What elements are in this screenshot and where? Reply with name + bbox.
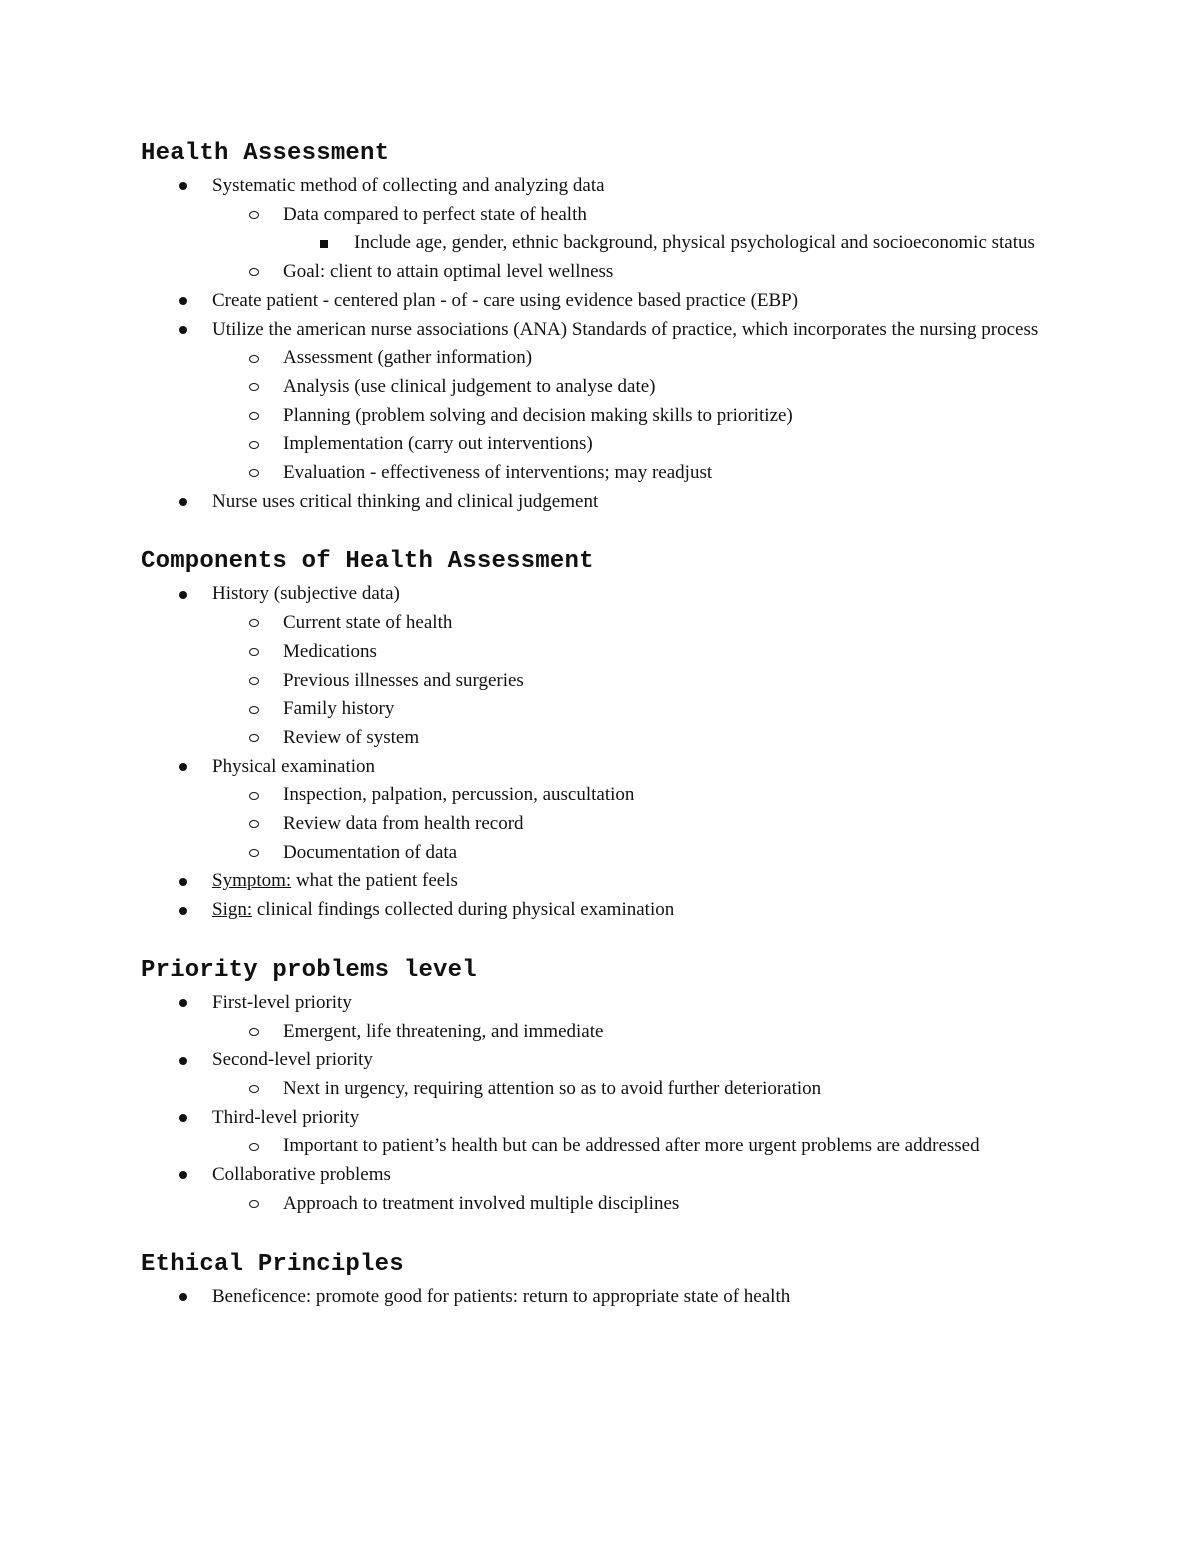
list-item — [141, 258, 1041, 287]
section-heading: Priority problems level — [141, 956, 477, 984]
list-item-text: Important to patient’s health but can be addressed after more urgent problems are addressed — [283, 1135, 980, 1157]
list-item-text: Review of system — [283, 726, 420, 748]
document-page — [141, 136, 1041, 1339]
list-item-text: Current state of health — [283, 612, 453, 634]
list-item-text: Utilize the american nurse associations (ANA) Standards of practice, which incorporates the nursing process — [212, 318, 1039, 340]
list-item-text: Analysis (use clinical judgement to analyse date) — [283, 375, 656, 397]
list-item — [141, 1075, 1041, 1104]
bullet-dot-icon — [179, 989, 187, 1018]
list-item-text: Evaluation - effectiveness of interventions; may readjust — [283, 462, 713, 484]
list-item-text: Review data from health record — [283, 813, 524, 835]
bullet-square-icon — [320, 229, 328, 258]
bullet-circle-icon — [249, 695, 259, 724]
list-item-text: Data compared to perfect state of health — [283, 203, 587, 225]
bullet-dot-icon — [179, 172, 187, 201]
bullet-dot-icon — [179, 287, 187, 316]
list-item-text: Planning (problem solving and decision making skills to prioritize) — [283, 404, 793, 426]
bullet-list — [141, 172, 1041, 516]
list-item — [141, 810, 1041, 839]
bullet-circle-icon — [249, 810, 259, 839]
list-item-text: Family history — [283, 698, 395, 720]
list-item — [141, 229, 1041, 258]
section — [141, 1247, 1041, 1312]
section-heading: Health Assessment — [141, 140, 390, 167]
bullet-dot-icon — [179, 488, 187, 517]
list-item-text: Third-level priority — [212, 1106, 360, 1128]
bullet-list — [141, 580, 1041, 924]
list-item-text: Documentation of data — [283, 841, 458, 863]
bullet-circle-icon — [249, 344, 259, 373]
list-item — [141, 1132, 1041, 1161]
list-item — [141, 867, 1041, 896]
list-item — [141, 1046, 1041, 1075]
list-item — [141, 488, 1041, 517]
list-item — [141, 839, 1041, 868]
list-item — [141, 781, 1041, 810]
list-item — [141, 638, 1041, 667]
bullet-dot-icon — [179, 1283, 187, 1312]
bullet-dot-icon — [179, 316, 187, 345]
bullet-circle-icon — [249, 839, 259, 868]
list-item — [141, 316, 1041, 345]
list-item — [141, 580, 1041, 609]
list-item — [141, 1190, 1041, 1219]
list-item-text: Medications — [283, 640, 377, 662]
bullet-circle-icon — [249, 258, 259, 287]
bullet-dot-icon — [179, 1161, 187, 1190]
bullet-circle-icon — [249, 459, 259, 488]
list-item-text: Next in urgency, requiring attention so as to avoid further deterioration — [283, 1077, 822, 1099]
bullet-dot-icon — [179, 580, 187, 609]
term-label: Symptom: — [212, 870, 292, 892]
list-item-text: Collaborative problems — [212, 1164, 391, 1186]
list-item — [141, 609, 1041, 638]
bullet-circle-icon — [249, 667, 259, 696]
list-item-text: Physical examination — [212, 755, 376, 777]
list-item — [141, 402, 1041, 431]
bullet-circle-icon — [249, 430, 259, 459]
bullet-circle-icon — [249, 1190, 259, 1219]
bullet-dot-icon — [179, 1104, 187, 1133]
bullet-list — [141, 1283, 1041, 1312]
list-item-text: Systematic method of collecting and analyzing data — [212, 175, 605, 196]
section-heading: Components of Health Assessment — [141, 548, 594, 576]
list-item — [141, 459, 1041, 488]
list-item-text: Inspection, palpation, percussion, auscultation — [283, 784, 635, 806]
list-item — [141, 1283, 1041, 1312]
list-item-text: what the patient feels — [291, 870, 458, 892]
list-item-text: clinical findings collected during physical examination — [252, 899, 675, 921]
list-item-text: Create patient - centered plan - of - care using evidence based practice (EBP) — [212, 289, 799, 311]
section — [141, 544, 1041, 924]
bullet-dot-icon — [179, 753, 187, 782]
list-item — [141, 344, 1041, 373]
list-item — [141, 695, 1041, 724]
list-item — [141, 989, 1041, 1018]
bullet-circle-icon — [249, 781, 259, 810]
list-item-text: Assessment (gather information) — [283, 347, 533, 369]
list-item-text: Nurse uses critical thinking and clinical judgement — [212, 490, 599, 512]
section — [141, 953, 1041, 1219]
list-item — [141, 896, 1041, 925]
bullet-circle-icon — [249, 373, 259, 402]
list-item-text: Implementation (carry out interventions) — [283, 433, 593, 455]
list-item — [141, 172, 1041, 201]
list-item-text: Approach to treatment involved multiple disciplines — [283, 1192, 680, 1214]
list-item — [141, 753, 1041, 782]
term-label: Sign: — [212, 899, 253, 921]
list-item — [141, 1104, 1041, 1133]
bullet-list — [141, 989, 1041, 1219]
bullet-dot-icon — [179, 867, 187, 896]
list-item-text: Beneficence: promote good for patients: return to appropriate state of health — [212, 1285, 791, 1307]
section — [141, 136, 1041, 516]
list-item-text: Goal: client to attain optimal level wellness — [283, 261, 614, 283]
list-item — [141, 287, 1041, 316]
list-item — [141, 724, 1041, 753]
bullet-circle-icon — [249, 609, 259, 638]
list-item-text: Second-level priority — [212, 1049, 373, 1071]
section-heading: Ethical Principles — [141, 1250, 404, 1278]
list-item — [141, 1161, 1041, 1190]
list-item — [141, 1018, 1041, 1047]
list-item — [141, 667, 1041, 696]
list-item — [141, 430, 1041, 459]
bullet-circle-icon — [249, 1132, 259, 1161]
list-item-text: Previous illnesses and surgeries — [283, 669, 524, 691]
bullet-circle-icon — [249, 402, 259, 431]
bullet-circle-icon — [249, 724, 259, 753]
list-item-text: History (subjective data) — [212, 583, 400, 605]
bullet-circle-icon — [249, 1075, 259, 1104]
bullet-circle-icon — [249, 201, 259, 230]
bullet-dot-icon — [179, 1046, 187, 1075]
bullet-circle-icon — [249, 1018, 259, 1047]
list-item-text: Emergent, life threatening, and immediate — [283, 1020, 604, 1042]
list-item — [141, 201, 1041, 230]
list-item — [141, 373, 1041, 402]
bullet-circle-icon — [249, 638, 259, 667]
bullet-dot-icon — [179, 896, 187, 925]
list-item-text: Include age, gender, ethnic background, physical psychological and socioeconomic status — [354, 232, 1035, 254]
list-item-text: First-level priority — [212, 991, 352, 1013]
